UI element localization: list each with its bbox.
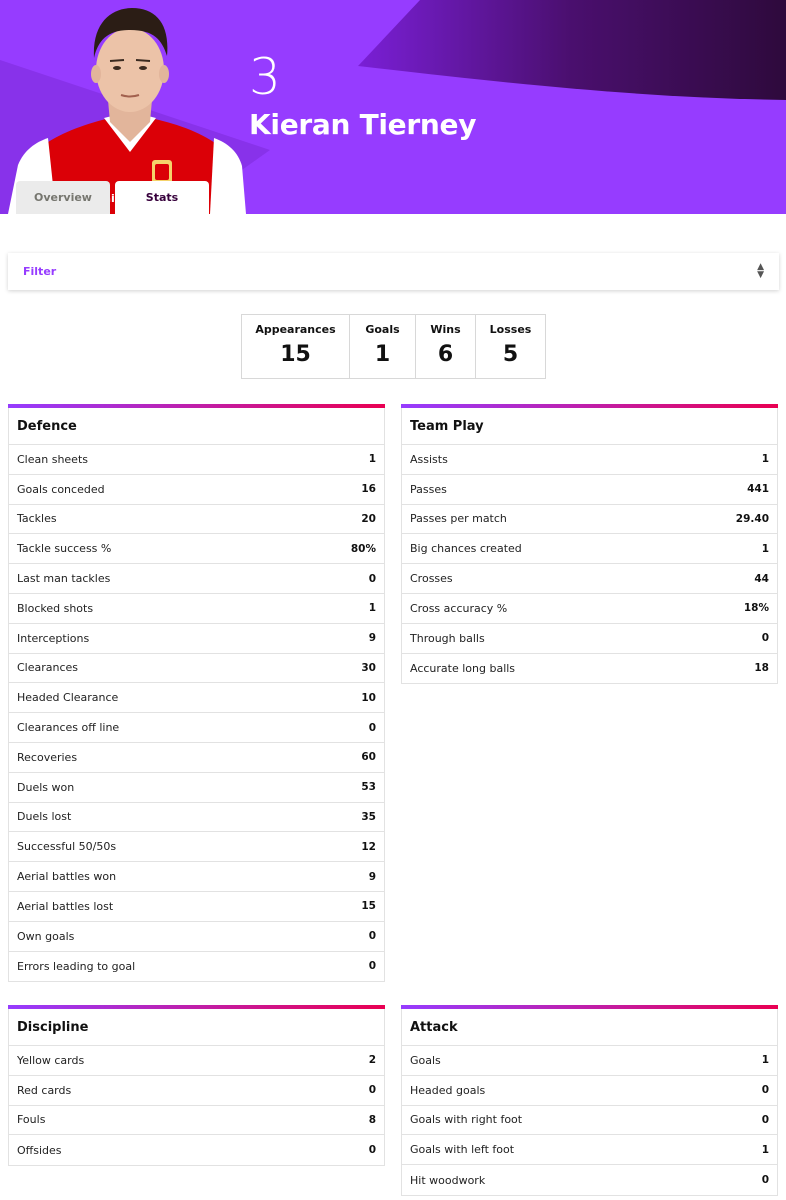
stat-value: 0 bbox=[368, 572, 376, 585]
stat-value: 1 bbox=[761, 542, 769, 555]
stat-label: Big chances created bbox=[410, 542, 522, 556]
stat-value: 12 bbox=[361, 840, 376, 853]
card-title: Discipline bbox=[9, 1009, 384, 1046]
stat-label: Aerial battles lost bbox=[17, 899, 114, 913]
stat-label: Passes bbox=[410, 482, 447, 496]
defence-card bbox=[8, 404, 385, 982]
stat-row bbox=[402, 1046, 777, 1076]
stat-value: 0 bbox=[368, 1144, 376, 1157]
stat-row bbox=[9, 594, 384, 624]
stat-value: 1 bbox=[761, 1054, 769, 1067]
stat-label: Interceptions bbox=[17, 631, 90, 645]
stat-row bbox=[402, 505, 777, 535]
stat-label: Headed goals bbox=[410, 1083, 486, 1097]
stat-value: 10 bbox=[361, 691, 376, 704]
discipline-card bbox=[8, 1005, 385, 1166]
stat-value: 1 bbox=[761, 453, 769, 466]
teamplay-card bbox=[401, 404, 778, 684]
stat-row bbox=[402, 1076, 777, 1106]
stat-value: 18% bbox=[743, 602, 769, 615]
attack-card bbox=[401, 1005, 778, 1196]
stat-label: Tackle success % bbox=[17, 542, 112, 556]
teamplay-rows bbox=[402, 445, 777, 683]
stat-row bbox=[402, 594, 777, 624]
stat-row bbox=[402, 564, 777, 594]
stat-label: Through balls bbox=[410, 631, 485, 645]
summary-label: Wins bbox=[430, 323, 461, 336]
stat-value: 29.40 bbox=[735, 512, 769, 525]
stat-row bbox=[9, 445, 384, 475]
player-name: Kieran Tierney bbox=[249, 108, 477, 141]
stat-row bbox=[9, 624, 384, 654]
stat-row bbox=[9, 564, 384, 594]
stat-row bbox=[9, 534, 384, 564]
stat-label: Blocked shots bbox=[17, 601, 94, 615]
filter-dropdown[interactable] bbox=[8, 253, 779, 290]
stat-row bbox=[9, 1076, 384, 1106]
card-title: Team Play bbox=[402, 408, 777, 445]
stat-row bbox=[402, 1135, 777, 1165]
stat-row bbox=[9, 1106, 384, 1136]
stat-label: Clean sheets bbox=[17, 452, 88, 466]
player-shirt-number: 3 bbox=[249, 48, 281, 106]
stat-label: Tackles bbox=[17, 512, 57, 526]
stat-value: 80% bbox=[350, 542, 376, 555]
stat-value: 30 bbox=[361, 661, 376, 674]
stat-label: Yellow cards bbox=[17, 1053, 85, 1067]
stat-label: Offsides bbox=[17, 1143, 62, 1157]
stat-row bbox=[402, 624, 777, 654]
stat-value: 2 bbox=[368, 1054, 376, 1067]
stat-value: 0 bbox=[368, 721, 376, 734]
card-title: Attack bbox=[402, 1009, 777, 1046]
stat-value: 0 bbox=[368, 930, 376, 943]
stat-label: Errors leading to goal bbox=[17, 959, 136, 973]
stat-value: 44 bbox=[754, 572, 769, 585]
summary-value: 15 bbox=[280, 342, 311, 367]
stat-row bbox=[402, 1106, 777, 1136]
stat-value: 35 bbox=[361, 810, 376, 823]
stat-row bbox=[9, 832, 384, 862]
stat-label: Headed Clearance bbox=[17, 691, 119, 705]
stat-value: 441 bbox=[747, 483, 769, 496]
stat-row bbox=[402, 1165, 777, 1195]
stat-label: Goals with left foot bbox=[410, 1143, 515, 1157]
stat-row bbox=[9, 1046, 384, 1076]
stat-row bbox=[9, 713, 384, 743]
stat-label: Crosses bbox=[410, 572, 453, 586]
stat-value: 60 bbox=[361, 751, 376, 764]
stat-label: Duels lost bbox=[17, 810, 72, 824]
stat-label: Recoveries bbox=[17, 750, 78, 764]
stat-row bbox=[9, 773, 384, 803]
summary-label: Losses bbox=[489, 323, 532, 336]
stat-label: Aerial battles won bbox=[17, 870, 117, 884]
stat-label: Clearances off line bbox=[17, 721, 120, 735]
stat-row bbox=[9, 862, 384, 892]
summary-losses bbox=[476, 315, 545, 378]
stat-value: 20 bbox=[361, 512, 376, 525]
tab-overview[interactable]: Overview bbox=[16, 181, 110, 214]
stat-label: Clearances bbox=[17, 661, 79, 675]
stat-label: Duels won bbox=[17, 780, 75, 794]
stat-label: Fouls bbox=[17, 1113, 46, 1127]
stat-label: Cross accuracy % bbox=[410, 601, 508, 615]
stat-label: Successful 50/50s bbox=[17, 840, 117, 854]
stat-value: 0 bbox=[761, 632, 769, 645]
summary-appearances bbox=[242, 315, 350, 378]
attack-rows bbox=[402, 1046, 777, 1195]
stat-row bbox=[402, 654, 777, 684]
stat-row bbox=[9, 654, 384, 684]
stat-row bbox=[9, 683, 384, 713]
defence-rows bbox=[9, 445, 384, 981]
stat-value: 0 bbox=[761, 1084, 769, 1097]
stat-value: 0 bbox=[761, 1174, 769, 1187]
stat-label: Own goals bbox=[17, 929, 75, 943]
stat-value: 9 bbox=[368, 870, 376, 883]
stat-label: Passes per match bbox=[410, 512, 507, 526]
sort-arrows-icon: ▲ ▼ bbox=[757, 262, 764, 280]
stat-row bbox=[9, 743, 384, 773]
tab-stats[interactable]: Stats bbox=[115, 181, 209, 214]
stat-row bbox=[9, 803, 384, 833]
stat-value: 1 bbox=[368, 602, 376, 615]
summary-value: 1 bbox=[374, 342, 391, 367]
card-title: Defence bbox=[9, 408, 384, 445]
stat-value: 53 bbox=[361, 781, 376, 794]
stat-value: 1 bbox=[761, 1143, 769, 1156]
filter-label: Filter bbox=[23, 265, 57, 278]
discipline-rows bbox=[9, 1046, 384, 1165]
stat-row bbox=[402, 534, 777, 564]
stat-label: Accurate long balls bbox=[410, 661, 516, 675]
stat-label: Last man tackles bbox=[17, 572, 111, 586]
summary-wins bbox=[416, 315, 476, 378]
stat-row bbox=[9, 1135, 384, 1165]
stat-row bbox=[9, 475, 384, 505]
stat-label: Goals conceded bbox=[17, 482, 105, 496]
summary-stats bbox=[241, 314, 546, 379]
stat-value: 8 bbox=[368, 1113, 376, 1126]
player-hero bbox=[0, 0, 786, 214]
stat-label: Goals with right foot bbox=[410, 1113, 523, 1127]
stat-value: 16 bbox=[361, 483, 376, 496]
stat-label: Assists bbox=[410, 452, 448, 466]
stat-row bbox=[402, 475, 777, 505]
stat-value: 18 bbox=[754, 662, 769, 675]
stat-row bbox=[9, 892, 384, 922]
summary-value: 6 bbox=[437, 342, 454, 367]
summary-value: 5 bbox=[502, 342, 519, 367]
stat-value: 1 bbox=[368, 453, 376, 466]
stat-row bbox=[9, 952, 384, 982]
stat-label: Hit woodwork bbox=[410, 1173, 486, 1187]
stat-row bbox=[402, 445, 777, 475]
stat-label: Red cards bbox=[17, 1083, 72, 1097]
summary-label: Goals bbox=[365, 323, 400, 336]
stat-value: 0 bbox=[761, 1113, 769, 1126]
stat-value: 9 bbox=[368, 632, 376, 645]
summary-label: Appearances bbox=[255, 323, 336, 336]
stat-row bbox=[9, 922, 384, 952]
stat-value: 15 bbox=[361, 900, 376, 913]
stat-label: Goals bbox=[410, 1053, 441, 1067]
stat-value: 0 bbox=[368, 960, 376, 973]
stat-row bbox=[9, 505, 384, 535]
stat-value: 0 bbox=[368, 1084, 376, 1097]
summary-goals bbox=[350, 315, 416, 378]
